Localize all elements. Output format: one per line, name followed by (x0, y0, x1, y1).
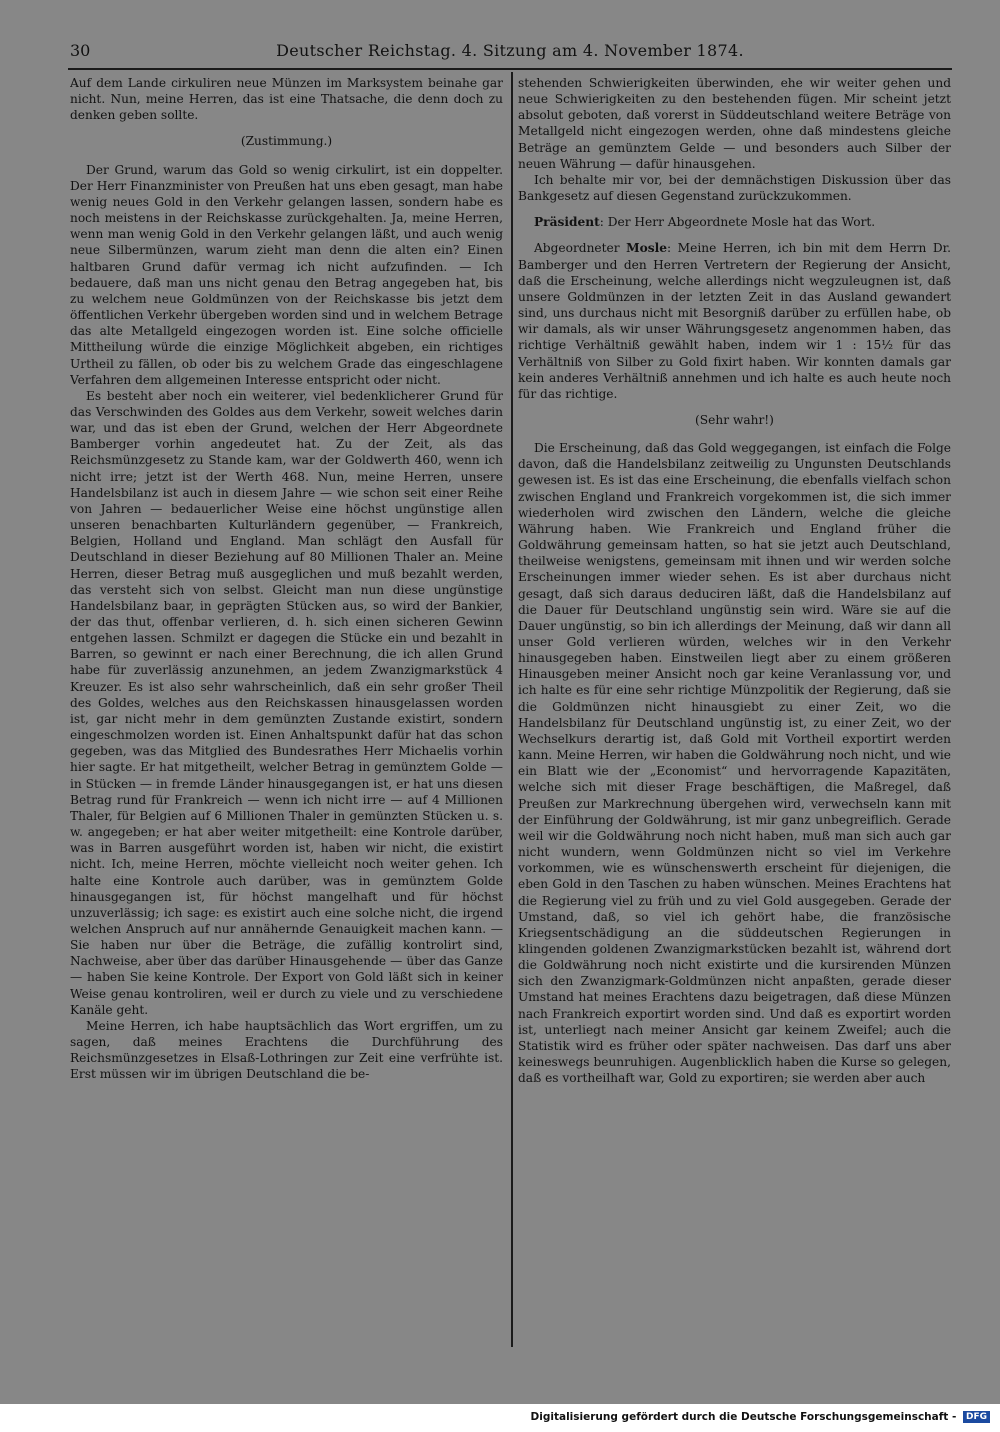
paragraph: Meine Herren, ich habe hauptsächlich das Wort ergriffen, um zu sagen, daß meines Erachtens die Durchführung des Reichsmünzgesetzes in Elsaß-Lothringen zur Zeit eine verfrühte ist. Erst müssen wir im übrigen Deutschland die be- (70, 1018, 503, 1082)
right-column (518, 75, 951, 1345)
paragraph: Der Grund, warum das Gold so wenig cirkulirt, ist ein doppelter. Der Herr Finanzminister von Preußen hat uns eben gesagt, man habe wenig neues Gold in den Verkehr gelangen lassen, sondern habe es noch meistens in der Reichskasse zurückgehalten. Ja, meine Herren, wenn man wenig Gold in den Verkehr gelangen läßt, und auch wenig neue Silbermünzen, warum zieht man denn die alten ein? Einen haltbaren Grund dafür vermag ich nicht aufzufinden. — Ich bedauere, daß man uns nicht genau den Betrag angegeben hat, bis zu welchem neue Goldmünzen von der Reichskasse bis jetzt dem öffentlichen Verkehr übergeben worden sind und in welchem Betrage das alte Metallgeld eingezogen worden ist. Eine solche officielle Mittheilung würde die einzige Möglichkeit abgeben, ein richtiges Urtheil zu fällen, ob oder bis zu welchem Grade das eingeschlagene Verfahren dem allgemeinen Interesse entspricht oder nicht. (70, 162, 503, 387)
header-rule (68, 68, 952, 70)
paragraph: stehenden Schwierigkeiten überwinden, ehe wir weiter gehen und neue Schwierigkeiten zu den bestehenden fügen. Mir scheint jetzt absolut geboten, daß vorerst in Süddeutschland weitere Beträge von Metallgeld nicht eingezogen werden, ohne daß mindestens gleiche Beträge an gemünztem Gelde — und besonders auch Silber der neuen Währung — dafür hinausgehen. (518, 76, 951, 171)
dfg-logo: DFG (963, 1411, 990, 1423)
paragraph: Ich behalte mir vor, bei der demnächstigen Diskussion über das Bankgesetz auf diesen Gegenstand zurückzukommen. (518, 172, 951, 204)
digitization-credit (0, 1408, 990, 1426)
speech-text: : Der Herr Abgeordnete Mosle hat das Wort. (599, 215, 876, 230)
paragraph: Es besteht aber noch ein weiterer, viel bedenklicherer Grund für das Verschwinden des Goldes aus dem Verkehr, soweit welches darin war, und das ist eben der Grund, welchen der Herr Abgeordnete Bamberger vorhin angedeutet hat. Zu der Zeit, als das Reichsmünzgesetz zu Stande kam, war der Goldwerth 460, wenn ich nicht irre; jetzt ist der Werth 468. Nun, meine Herren, unsere Handelsbilanz ist auch in diesem Jahre — wie schon seit einer Reihe von Jahren — bedauerlicher Weise eine höchst ungünstige allen unseren benachbarten Kulturländern gegenüber, — Frankreich, Belgien, Holland und England. Man schlägt den Ausfall für Deutschland in dieser Beziehung auf 80 Millionen Thaler an. Meine Herren, dieser Betrag muß ausgeglichen und muß bezahlt werden, das versteht sich von selbst. Gleicht man nun diese ungünstige Handelsbilanz baar, in geprägten Stücken aus, so wird der Bankier, der das thut, offenbar verlieren, d. h. sich einen sicheren Gewinn entgehen lassen. Schmilzt er dagegen die Stücke ein und bezahlt in Barren, so gewinnt er nach einer Berechnung, die ich allen Grund habe für zuverlässig anzunehmen, an jedem Zwanzigmarkstück 4 Kreuzer. Es ist also sehr wahrscheinlich, daß ein sehr großer Theil des Goldes, welches aus den Reichskassen hinausgelassen worden ist, gar nicht mehr in dem gemünzten Zustande existirt, sondern eingeschmolzen worden ist. Einen Anhaltspunkt dafür hat das schon gegeben, was das Mitglied des Bundesrathes Herr Michaelis vorhin hier sagte. Er hat mitgetheilt, welcher Betrag in gemünztem Golde — in Stücken — in fremde Länder hinausgegangen ist, er hat uns diesen Betrag rund für Frankreich — wenn ich nicht irre — auf 4 Millionen Thaler, für Belgien auf 6 Millionen Thaler in gemünzten Stücken u. s. w. angegeben; er hat aber weiter mitgetheilt: eine Kontrole darüber, was in Barren ausgeführt worden ist, haben wir nicht, die existirt nicht. Ich, meine Herren, möchte vielleicht noch weiter gehen. Ich halte eine Kontrole auch darüber, was in gemünztem Golde hinausgegangen ist, für höchst mangelhaft und für höchst unzuverlässig; ich sage: es existirt auch eine solche nicht, die irgend welchen Anspruch auf nur annähernde Genauigkeit machen kann. — Sie haben nur über die Beträge, die zufällig kontrolirt sind, Nachweise, aber über das darüber Hinausgehende — über das Ganze — haben Sie keine Kontrole. Der Export von Gold läßt sich in keiner Weise genau kontroliren, weil er durch zu viele und zu verschiedene Kanäle geht. (70, 388, 503, 1017)
interjection: (Sehr wahr!) (695, 412, 774, 427)
speaker-name: Mosle (626, 241, 667, 256)
speech-text: : Meine Herren, ich bin mit dem Herrn Dr. Bamberger und den Herren Vertretern der Regierung der Ansicht, daß die Erscheinung, welche allerdings nicht wegzuleugnen ist, daß unsere Goldmünzen in der letzten Zeit in das Ausland gewandert sind, uns durchaus nicht mit Besorgniß darüber zu erfüllen habe, ob wir damals, als wir unser Währungsgesetz angenommen haben, das richtige Verhältniß gewählt haben, indem wir 1 : 15½ für das Verhältniß von Silber zu Gold fixirt haben. Wir konnten damals gar kein anderes Verhältniß annehmen und ich halte es auch heute noch für das richtige. (518, 241, 951, 401)
speaker-role: Abgeordneter (534, 241, 627, 256)
speaker-paragraph (518, 214, 951, 230)
left-column (70, 75, 503, 1345)
speaker-name: Präsident (534, 215, 600, 230)
running-header (70, 38, 950, 64)
speaker-paragraph (518, 240, 951, 402)
column-divider (511, 72, 513, 1347)
paragraph: Auf dem Lande cirkuliren neue Münzen im Marksystem beinahe gar nicht. Nun, meine Herren, das ist eine Thatsache, die denn doch zu denken geben sollte. (70, 76, 503, 123)
running-title: Deutscher Reichstag. 4. Sitzung am 4. November 1874. (276, 41, 744, 60)
page-number: 30 (70, 41, 91, 60)
interjection: (Zustimmung.) (240, 134, 333, 149)
paragraph: Die Erscheinung, daß das Gold weggegangen, ist einfach die Folge davon, daß die Handelsbilanz zeitweilig zu Ungunsten Deutschlands gewesen ist. Es ist das eine Erscheinung, die ebenfalls vielfach schon zwischen England und Frankreich vorgekommen ist, die sich immer wiederholen wird zwischen den Ländern, welche die gleiche Währung haben. Wie Frankreich und England früher die Goldwährung gemeinsam hatten, so hat sie jetzt auch Deutschland, theilweise wenigstens, gemeinsam mit ihnen und wir werden solche Erscheinungen immer wieder sehen. Es ist aber durchaus nicht gesagt, daß sich daraus deduciren läßt, daß die Handelsbilanz auf die Dauer für Deutschland ungünstig sein wird. Wäre sie auf die Dauer ungünstig, so bin ich allerdings der Meinung, daß wir dann all unser Gold verlieren würden, welches wir in den Verkehr hinausgegeben haben. Einstweilen liegt aber zu einem größeren Hinausgeben meiner Ansicht noch gar keine Veranlassung vor, und ich halte es für eine sehr richtige Münzpolitik der Regierung, daß sie die Goldmünzen nicht hinausgiebt zu einer Zeit, wo die Handelsbilanz für Deutschland ungünstig ist, zu einer Zeit, wo der Wechselkurs derartig ist, daß Gold mit Vortheil exportirt werden kann. Meine Herren, wir haben die Goldwährung noch nicht, und wie ein Blatt wie der „Economist“ und hervorragende Kapazitäten, welche sich mit dieser Frage beschäftigen, die Maßregel, daß Preußen zur Markrechnung übergehen wird, verwechseln kann mit der Einführung der Goldwährung, ist mir ganz unbegreiflich. Gerade weil wir die Goldwährung noch nicht haben, muß man sich auch gar nicht wundern, wenn Goldmünzen nicht so viel im Verkehre vorkommen, wie es wünschenswerth erscheint für diejenigen, die eben Gold in den Taschen zu haben wünschen. Meines Erachtens hat die Regierung viel zu früh und zu viel Gold ausgegeben. Gerade der Umstand, daß, so viel ich gehört habe, die französische Kriegsentschädigung an die süddeutschen Regierungen in klingenden goldenen Zwanzigmarkstücken bezahlt ist, während dort die Goldwährung noch nicht existirte und die kursirenden Münzen sich den Zwanzigmark-Goldmünzen nicht anpaßten, gerade dieser Umstand hat meines Erachtens dazu beigetragen, daß diese Münzen nach Frankreich exportirt worden sind. Und daß es exportirt worden ist, unterliegt nach meiner Ansicht gar keinem Zweifel; auch die Statistik wird es früher oder später nachweisen. Das darf uns aber keineswegs beunruhigen. Augenblicklich haben die Kurse so gelegen, daß es vortheilhaft war, Gold zu exportiren; sie werden aber auch (518, 441, 951, 1086)
credit-text: Digitalisierung gefördert durch die Deutsche Forschungsgemeinschaft - (530, 1411, 957, 1423)
